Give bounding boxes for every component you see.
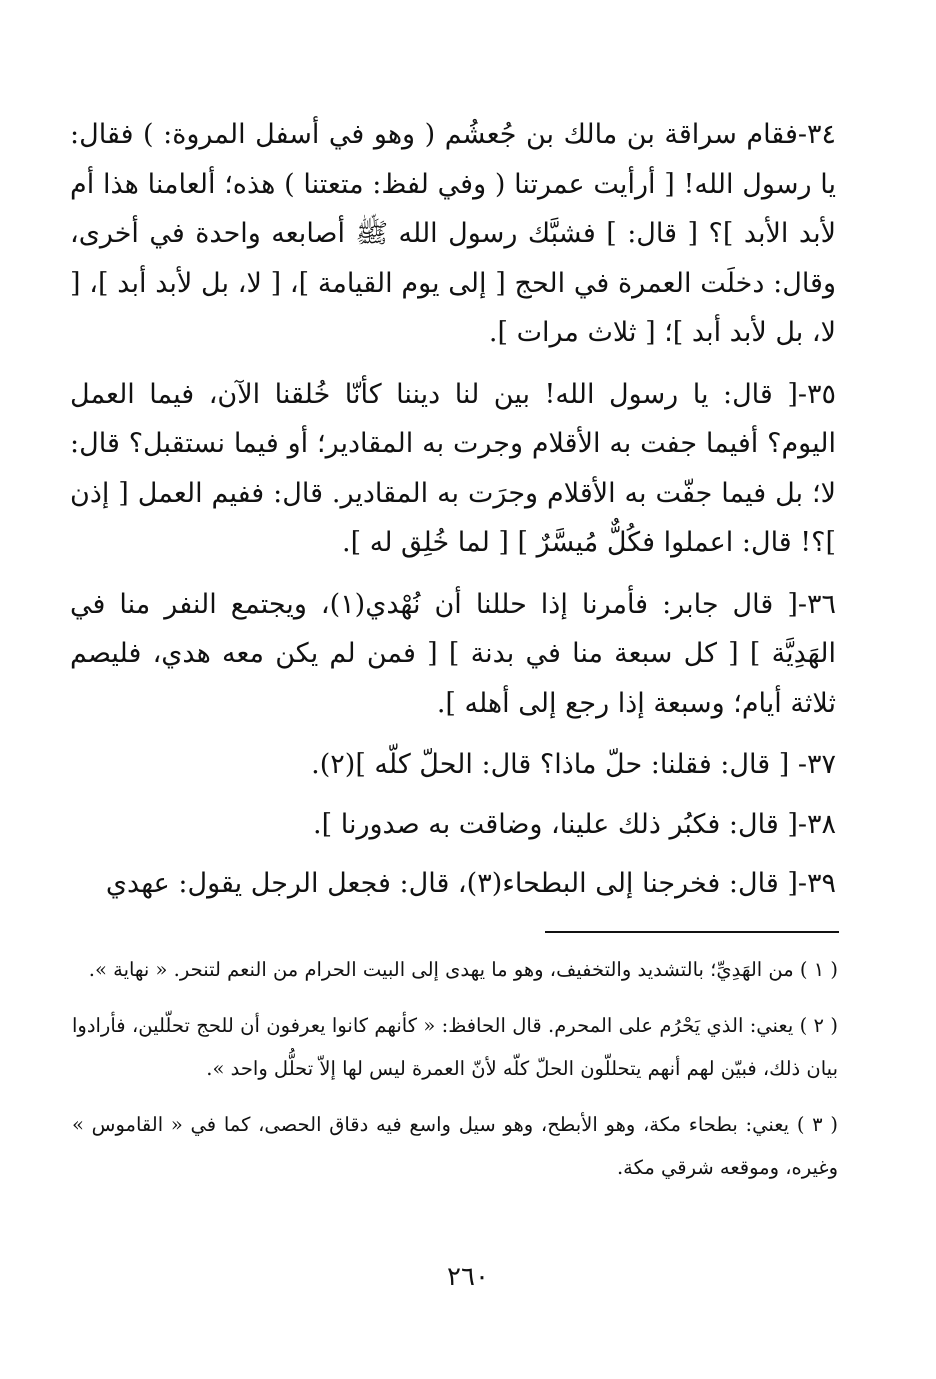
paragraph-35: ٣٥-[ قال: يا رسول الله! بين لنا ديننا كأنّا خُلقنا الآن، فيما العمل اليوم؟ أفيما جفت به الأقلام وجرت به المقادير؛ أو فيما نستقبل؟ قال: لا؛ بل فيما جفّت به الأقلام وجرَت به المقادير. قال: ففيم العمل [ إذن ]؟! قال: اعملوا فكُلٌّ مُيسَّرٌ ] [ لما خُلِق له ]. <box>70 378 836 558</box>
footnote-1: ( ١ ) من الهَدِيِّ؛ بالتشديد والتخفيف، وهو ما يهدى إلى البيت الحرام من النعم لتنحر. « نهاية ». <box>88 958 838 981</box>
page-number: ٢٦٠ <box>447 1262 489 1292</box>
paragraph-37: ٣٧- [ قال: فقلنا: حلّ ماذا؟ قال: الحلّ كلّه ](٢). <box>311 749 836 780</box>
main-text <box>70 110 836 919</box>
paragraph-36: ٣٦-[ قال جابر: فأمرنا إذا حللنا أن نُهْدي(١)، ويجتمع النفر منا في الهَدِيَّة ] [ كل سبعة منا في بدنة ] [ فمن لم يكن معه هدي، فليصم ثلاثة أيام؛ وسبعة إذا رجع إلى أهله ]. <box>70 588 836 719</box>
footnote-divider <box>545 931 839 933</box>
footnotes <box>72 948 838 1202</box>
paragraph-34: ٣٤-فقام سراقة بن مالك بن جُعشُم ( وهو في أسفل المروة: ) فقال: يا رسول الله! [ أرأيت عمرتنا ( وفي لفظ: متعتنا ) هذه؛ ألعامنا هذا أم لأبد الأبد ]؟ [ قال: ] فشبَّك رسول الله ﷺ أصابعه واحدة في أخرى، وقال: دخلَت العمرة في الحج [ إلى يوم القيامة ]، [ لا، بل لأبد أبد ]، [ لا، بل لأبد أبد ]؛ [ ثلاث مرات ]. <box>70 119 836 348</box>
paragraph-38: ٣٨-[ قال: فكبُر ذلك علينا، وضاقت به صدورنا ]. <box>313 808 836 840</box>
footnote-3: ( ٣ ) يعني: بطحاء مكة، وهو الأبطح، وهو سيل واسع فيه دقاق الحصى، كما في « القاموس » وغيره، وموقعه شرقي مكة. <box>72 1113 838 1179</box>
paragraph-39: ٣٩-[ قال: فخرجنا إلى البطحاء(٣)، قال: فجعل الرجل يقول: عهدي <box>105 868 836 899</box>
footnote-2: ( ٢ ) يعني: الذي يَحْرُم على المحرم. قال الحافظ: « كأنهم كانوا يعرفون أن للحج تحلّلين، فأرادوا بيان ذلك، فبيّن لهم أنهم يتحللّون الحلّ كلّه لأنّ العمرة ليس لها إلاّ تحلُّل واحد ». <box>72 1014 838 1080</box>
